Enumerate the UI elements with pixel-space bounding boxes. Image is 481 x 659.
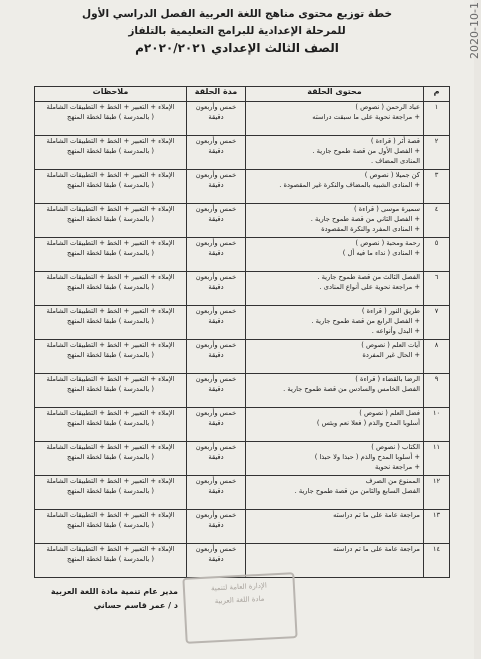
row-number: ١٢ <box>424 476 450 510</box>
content-line: الفصل الخامس والسادس من قصة طموح جارية . <box>283 384 420 393</box>
col-header-duration: مدة الحلقة <box>187 87 246 102</box>
row-notes <box>35 306 187 340</box>
header-line-3: الصف الثالث الإعدادي ٢٠٢٠/٢٠٢١م <box>135 41 339 55</box>
table-row <box>35 272 450 306</box>
row-number: ١ <box>424 102 450 136</box>
row-number: ٣ <box>424 170 450 204</box>
row-content <box>246 510 424 544</box>
content-line: + الفصل الرابع من قصة طموح جارية . <box>311 316 420 325</box>
content-line: + أسلوبا المدح والذم ( حبذا ولا حبذا ) <box>314 452 420 461</box>
table-row <box>35 476 450 510</box>
notes-line: ( بالمدرسة ) طبقا لخطة المنهج <box>67 248 154 257</box>
table-row <box>35 544 450 578</box>
table-row <box>35 374 450 408</box>
row-notes <box>35 442 187 476</box>
header-line-1: خطة توزيع محتوى مناهج اللغة العربية الفصل الدراسي الأول <box>81 8 393 20</box>
notes-line: الإملاء + التعبير + الخط + التطبيقات الشاملة <box>46 409 175 417</box>
content-line: مراجعة عامة على ما تم دراسته <box>333 545 420 553</box>
content-line: + مراجعة نحوية على ما سبقت دراسته <box>312 112 420 121</box>
table-row <box>35 170 450 204</box>
row-duration: خمس وأربعون دقيقة <box>187 102 246 136</box>
content-line: + المنادى الشبيه بالمضاف والنكرة غير المقصودة . <box>279 180 420 189</box>
table-row <box>35 442 450 476</box>
content-line: أسلوبا المدح والذم ( فعلا نعم وبئس ) <box>316 418 420 427</box>
row-duration: خمس وأربعون دقيقة <box>187 476 246 510</box>
row-duration: خمس وأربعون دقيقة <box>187 170 246 204</box>
row-notes <box>35 374 187 408</box>
notes-line: ( بالمدرسة ) طبقا لخطة المنهج <box>67 554 154 563</box>
notes-line: ( بالمدرسة ) طبقا لخطة المنهج <box>67 180 154 189</box>
row-content <box>246 170 424 204</box>
stamp-line-2: مادة اللغة العربية <box>214 594 265 606</box>
content-line: قصة أثر ( قراءة ) <box>370 137 420 145</box>
table-row <box>35 204 450 238</box>
row-content <box>246 340 424 374</box>
row-number: ٧ <box>424 306 450 340</box>
content-line: الممنوع من الصرف <box>365 477 420 485</box>
notes-line: ( بالمدرسة ) طبقا لخطة المنهج <box>67 146 154 155</box>
row-notes <box>35 136 187 170</box>
row-content <box>246 102 424 136</box>
document-header <box>0 0 474 57</box>
row-notes <box>35 476 187 510</box>
notes-line: الإملاء + التعبير + الخط + التطبيقات الشاملة <box>46 137 175 145</box>
row-notes <box>35 170 187 204</box>
content-line: الفصل الثالث من قصة طموح جارية . <box>317 273 420 281</box>
row-notes <box>35 408 187 442</box>
row-notes <box>35 204 187 238</box>
row-duration: خمس وأربعون دقيقة <box>187 204 246 238</box>
content-line: سميرة موسى ( قراءة ) <box>353 205 420 213</box>
notes-line: ( بالمدرسة ) طبقا لخطة المنهج <box>67 384 154 393</box>
content-line: كن جميلا ( نصوص ) <box>364 171 420 179</box>
content-line: + الحال غير المفردة <box>362 350 420 359</box>
table-row <box>35 340 450 374</box>
table-row <box>35 238 450 272</box>
content-line: + مراجعة نحوية <box>374 462 420 471</box>
col-header-notes: ملاحظات <box>35 87 187 102</box>
row-notes <box>35 102 187 136</box>
content-line: المنادى المضاف . <box>371 156 420 165</box>
row-duration: خمس وأربعون دقيقة <box>187 340 246 374</box>
row-number: ١٠ <box>424 408 450 442</box>
row-notes <box>35 544 187 578</box>
notes-line: ( بالمدرسة ) طبقا لخطة المنهج <box>67 520 154 529</box>
notes-line: الإملاء + التعبير + الخط + التطبيقات الشاملة <box>46 443 175 451</box>
content-plan-table <box>34 86 450 578</box>
notes-line: الإملاء + التعبير + الخط + التطبيقات الشاملة <box>46 545 175 553</box>
row-number: ١١ <box>424 442 450 476</box>
row-content <box>246 136 424 170</box>
table-row <box>35 510 450 544</box>
row-duration: خمس وأربعون دقيقة <box>187 136 246 170</box>
notes-line: الإملاء + التعبير + الخط + التطبيقات الشاملة <box>46 273 175 281</box>
photo-date-text: 2020-10-1 <box>468 2 481 59</box>
signature-title: مدير عام تنمية مادة اللغة العربية <box>50 587 178 596</box>
content-line: + المنادى المفرد والنكرة المقصودة <box>321 224 420 233</box>
notes-line: الإملاء + التعبير + الخط + التطبيقات الشاملة <box>46 307 175 315</box>
notes-line: الإملاء + التعبير + الخط + التطبيقات الشاملة <box>46 239 175 247</box>
row-notes <box>35 238 187 272</box>
row-content <box>246 204 424 238</box>
row-number: ٩ <box>424 374 450 408</box>
content-line: مراجعة عامة على ما تم دراسته <box>333 511 420 519</box>
content-line: الفصل السابع والثامن من قصة طموح جارية . <box>294 486 420 495</box>
row-content <box>246 374 424 408</box>
row-number: ٨ <box>424 340 450 374</box>
notes-line: الإملاء + التعبير + الخط + التطبيقات الشاملة <box>46 477 175 485</box>
notes-line: الإملاء + التعبير + الخط + التطبيقات الشاملة <box>46 511 175 519</box>
notes-line: ( بالمدرسة ) طبقا لخطة المنهج <box>67 486 154 495</box>
row-duration: خمس وأربعون دقيقة <box>187 306 246 340</box>
content-line: الكتاب ( نصوص ) <box>371 443 420 451</box>
content-line: طريق النور ( قراءة ) <box>361 307 420 315</box>
row-number: ٢ <box>424 136 450 170</box>
notes-line: الإملاء + التعبير + الخط + التطبيقات الشاملة <box>46 375 175 383</box>
row-content <box>246 272 424 306</box>
table-body <box>35 102 450 578</box>
official-stamp <box>182 572 297 644</box>
row-number: ٥ <box>424 238 450 272</box>
notes-line: ( بالمدرسة ) طبقا لخطة المنهج <box>67 452 154 461</box>
notes-line: ( بالمدرسة ) طبقا لخطة المنهج <box>67 112 154 121</box>
col-header-number: م <box>424 87 450 102</box>
content-line: + المنادى ( نداء ما فيه أل ) <box>342 248 420 257</box>
row-duration: خمس وأربعون دقيقة <box>187 374 246 408</box>
notes-line: ( بالمدرسة ) طبقا لخطة المنهج <box>67 282 154 291</box>
notes-line: الإملاء + التعبير + الخط + التطبيقات الشاملة <box>46 341 175 349</box>
row-number: ٦ <box>424 272 450 306</box>
row-content <box>246 408 424 442</box>
table-row <box>35 306 450 340</box>
notes-line: ( بالمدرسة ) طبقا لخطة المنهج <box>67 350 154 359</box>
row-notes <box>35 510 187 544</box>
row-notes <box>35 272 187 306</box>
content-line: عباد الرحمن ( نصوص ) <box>355 103 420 111</box>
content-line: الرضا بالقضاء ( قراءة ) <box>355 375 420 383</box>
notes-line: الإملاء + التعبير + الخط + التطبيقات الشاملة <box>46 171 175 179</box>
photo-date-stamp <box>456 2 481 112</box>
row-duration: خمس وأربعون دقيقة <box>187 442 246 476</box>
table-header-row <box>35 87 450 102</box>
stamp-line-1: الإدارة العامة لتنمية <box>210 581 267 593</box>
row-content <box>246 442 424 476</box>
content-line: + مراجعة نحوية على أنواع المنادى . <box>319 282 420 291</box>
notes-line: ( بالمدرسة ) طبقا لخطة المنهج <box>67 316 154 325</box>
header-line-2: للمرحلة الإعدادية للبرامج التعليمية بالتلفاز <box>128 25 346 37</box>
row-number: ١٣ <box>424 510 450 544</box>
row-duration: خمس وأربعون دقيقة <box>187 238 246 272</box>
row-content <box>246 476 424 510</box>
content-line: آيات العلم ( نصوص ) <box>361 341 420 349</box>
table-row <box>35 136 450 170</box>
notes-line: ( بالمدرسة ) طبقا لخطة المنهج <box>67 214 154 223</box>
row-notes <box>35 340 187 374</box>
notes-line: ( بالمدرسة ) طبقا لخطة المنهج <box>67 418 154 427</box>
row-duration: خمس وأربعون دقيقة <box>187 510 246 544</box>
signature-block <box>8 585 178 613</box>
row-duration: خمس وأربعون دقيقة <box>187 408 246 442</box>
content-line: + الفصل الأول من قصة طموح جارية . <box>312 146 420 155</box>
table-row <box>35 102 450 136</box>
col-header-content: محتوى الحلقة <box>246 87 424 102</box>
notes-line: الإملاء + التعبير + الخط + التطبيقات الشاملة <box>46 205 175 213</box>
signature-name: د / عمر قاسم حساني <box>93 601 178 610</box>
content-line: + الفصل الثاني من قصة طموح جارية . <box>310 214 420 223</box>
content-line: فضل العلم ( نصوص ) <box>359 409 420 417</box>
row-content <box>246 238 424 272</box>
row-duration: خمس وأربعون دقيقة <box>187 544 246 578</box>
content-line: رحمة ومحبة ( نصوص ) <box>355 239 420 247</box>
row-duration: خمس وأربعون دقيقة <box>187 272 246 306</box>
row-content <box>246 306 424 340</box>
row-number: ١٤ <box>424 544 450 578</box>
row-number: ٤ <box>424 204 450 238</box>
content-line: + البدل وأنواعه . <box>371 326 420 335</box>
notes-line: الإملاء + التعبير + الخط + التطبيقات الشاملة <box>46 103 175 111</box>
table-row <box>35 408 450 442</box>
